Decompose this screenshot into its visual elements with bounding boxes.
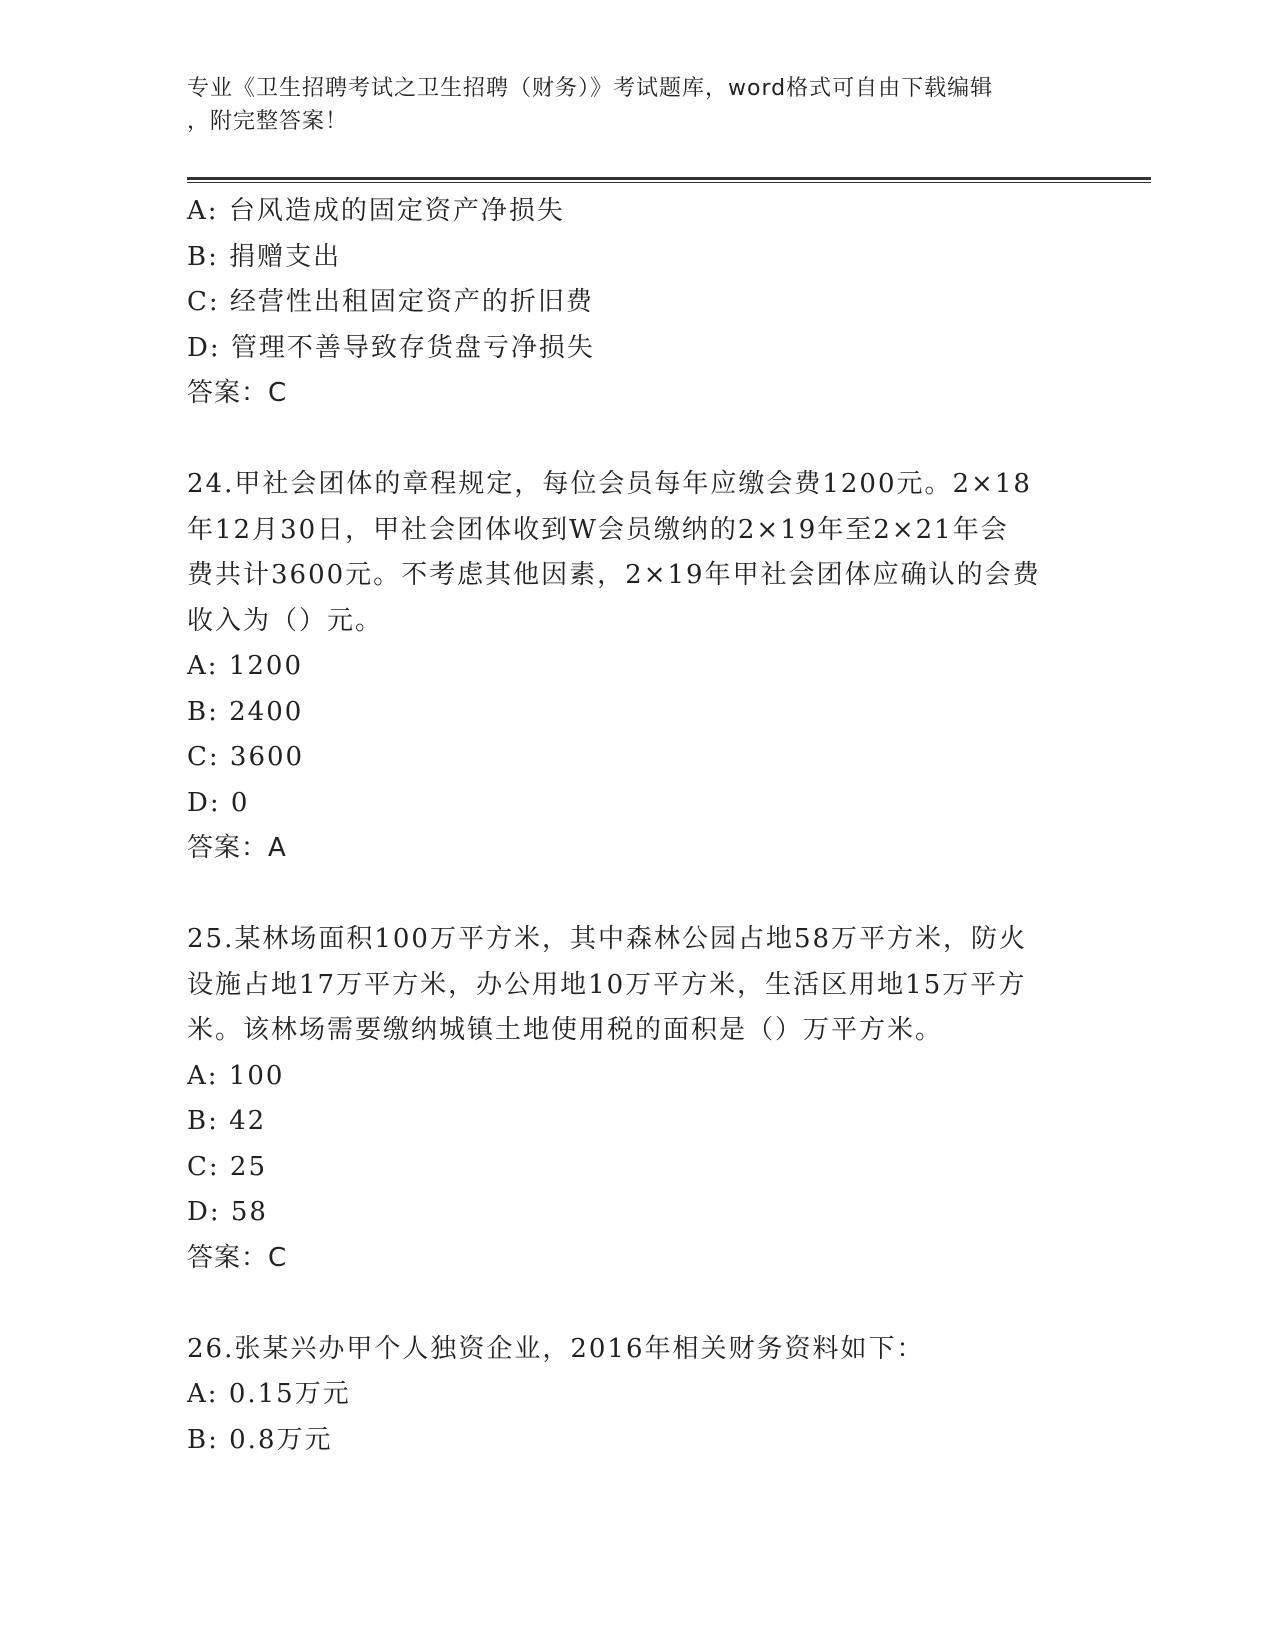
option-letter: C: [187,287,220,317]
document-header [187,72,1067,138]
option-letter: A: [187,651,219,681]
option-c [187,1145,1087,1191]
option-a [187,1054,1087,1100]
option-text: 0.8万元 [229,1424,333,1455]
question-text-line: 25.某林场面积100万平方米，其中森林公园占地58万平方米，防火 [187,924,1028,954]
option-text: 0.15万元 [228,1379,351,1409]
question-text-line: 费共计3600元。不考虑其他因素，2×19年甲社会团体应确认的会费 [187,560,1041,590]
option-letter: C: [187,1151,220,1182]
option-letter: A: [187,1060,219,1091]
answer-line: 答案：C [187,378,288,408]
question-list [187,189,1087,1463]
question-text-line: 26.张某兴办甲个人独资企业，2016年相关财务资料如下： [187,1333,925,1364]
option-b [187,1099,1087,1145]
question-25 [187,917,1087,1281]
option-b [187,1418,1087,1464]
option-text: 42 [229,1106,267,1136]
option-letter: C: [187,742,220,772]
question-23 [187,189,1087,417]
question-text-line: 设施占地17万平方米，办公用地10万平方米，生活区用地15万平方 [187,969,1027,1000]
spacer [187,1281,1087,1327]
option-c [187,280,1087,326]
question-text-line: 年12月30日，甲社会团体收到W会员缴纳的2×19年至2×21年会 [187,514,1009,545]
option-text: 3600 [229,742,305,772]
option-d [187,326,1087,372]
question-text-line: 收入为（）元。 [187,605,384,636]
option-text: 台风造成的固定资产净损失 [228,196,565,226]
option-letter: B: [187,696,219,727]
option-a [187,189,1087,235]
option-d [187,1190,1087,1236]
spacer [187,417,1087,463]
header-line-2: ，附完整答案！ [187,109,349,134]
option-text: 0 [230,787,250,818]
option-letter: B: [187,241,219,272]
question-24 [187,462,1087,872]
option-letter: A: [187,196,219,226]
option-text: 2400 [229,696,304,727]
option-text: 100 [228,1060,285,1091]
option-letter: B: [187,1424,219,1455]
option-text: 25 [229,1151,268,1182]
header-line-1: 专业《卫生招聘考试之卫生招聘（财务）》考试题库，word格式可自由下载编辑 [187,76,994,101]
option-text: 管理不善导致存货盘亏净损失 [230,332,595,363]
answer-line: 答案：A [187,833,287,863]
option-a [187,644,1087,690]
question-text-line: 24.甲社会团体的章程规定，每位会员每年应缴会费1200元。2×18 [187,469,1032,499]
option-letter: D: [187,787,221,818]
option-text: 58 [230,1197,268,1227]
option-b [187,690,1087,736]
spacer [187,872,1087,918]
header-divider-thin [187,182,1151,183]
option-b [187,235,1087,281]
option-letter: D: [187,332,221,363]
option-letter: B: [187,1106,219,1136]
option-a [187,1372,1087,1418]
option-letter: D: [187,1197,221,1227]
option-letter: A: [187,1379,219,1409]
option-d [187,781,1087,827]
header-divider-thick [187,177,1151,180]
option-text: 1200 [228,651,303,681]
option-c [187,735,1087,781]
question-26 [187,1327,1087,1464]
question-text-line: 米。该林场需要缴纳城镇土地使用税的面积是（）万平方米。 [187,1015,944,1045]
option-text: 捐赠支出 [229,241,342,272]
answer-line: 答案：C [187,1242,288,1273]
option-text: 经营性出租固定资产的折旧费 [229,287,594,317]
